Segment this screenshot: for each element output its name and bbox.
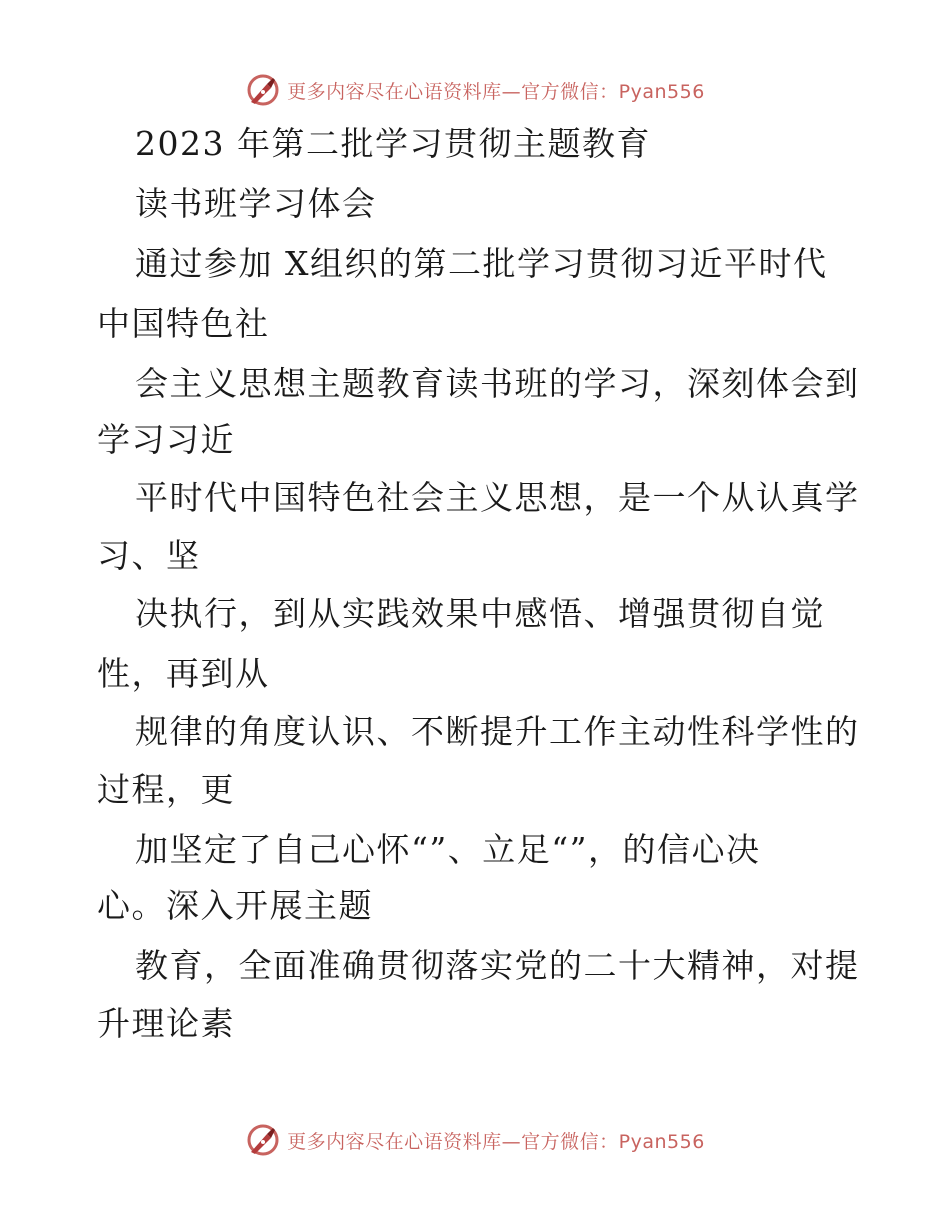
footer-watermark [0,1120,950,1160]
paragraph-line: 中国特色社 [97,304,270,343]
paragraph-line: 规律的角度认识、不断提升工作主动性科学性的 [135,712,860,751]
pen-nib-logo-icon [245,1122,281,1158]
paragraph-line: 平时代中国特色社会主义思想，是一个从认真学 [135,478,860,517]
paragraph-line: 习、坚 [97,536,201,575]
paragraph-line: 性，再到从 [97,654,270,693]
paragraph-line: 学习习近 [97,420,235,459]
document-title-line-2: 读书班学习体会 [135,184,377,223]
paragraph-line: 过程，更 [97,770,235,809]
document-title-line-1: 2023 年第二批学习贯彻主题教育 [135,124,651,163]
pen-nib-logo-icon [245,72,281,108]
header-watermark [0,70,950,110]
paragraph-line: 教育，全面准确贯彻落实党的二十大精神，对提 [135,946,860,985]
paragraph-line: 心。深入开展主题 [97,886,373,925]
watermark-text: 更多内容尽在心语资料库—官方微信：Pyan556 [287,1130,705,1153]
paragraph-line: 升理论素 [97,1004,235,1043]
paragraph-line: 决执行，到从实践效果中感悟、增强贯彻自觉 [135,594,825,633]
paragraph-line: 通过参加 X组织的第二批学习贯彻习近平时代 [135,244,828,283]
paragraph-line: 会主义思想主题教育读书班的学习，深刻体会到 [135,364,860,403]
paragraph-line: 加坚定了自己心怀“”、立足“”，的信心决 [135,830,761,869]
watermark-text: 更多内容尽在心语资料库—官方微信：Pyan556 [287,80,705,103]
